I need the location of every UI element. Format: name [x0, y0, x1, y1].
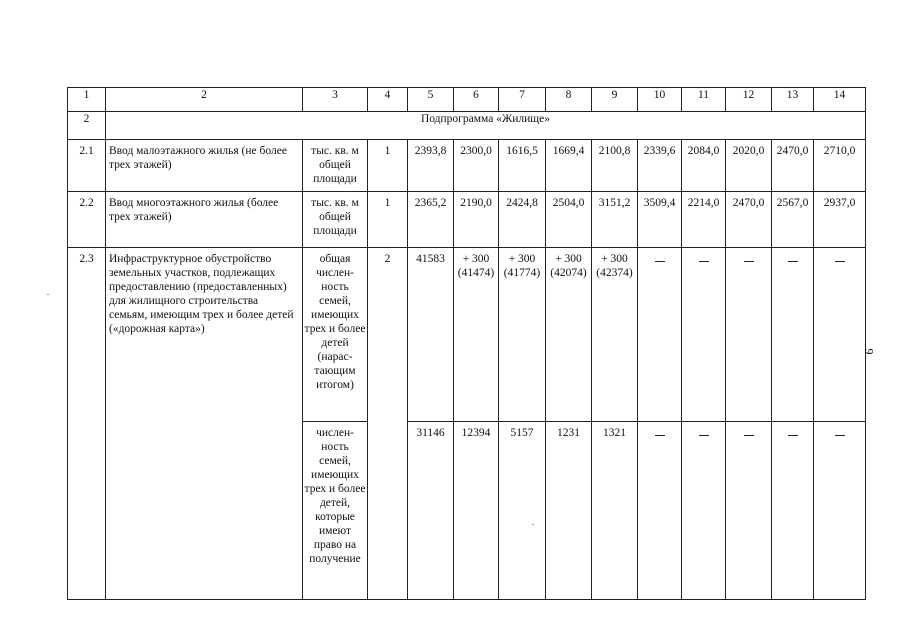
row-col4: 1 [368, 192, 408, 248]
value-cell: 2504,0 [546, 192, 592, 248]
header-cell: 13 [772, 88, 814, 112]
dash-cell [682, 248, 726, 422]
value-cell: 2190,0 [454, 192, 499, 248]
value-cell: 2470,0 [772, 140, 814, 192]
dash-mark [699, 261, 709, 262]
header-cell: 11 [682, 88, 726, 112]
value-cell: + 300 (42074) [546, 248, 592, 422]
value-cell: 2424,8 [499, 192, 546, 248]
dash-cell [638, 248, 682, 422]
value-cell: 2470,0 [726, 192, 772, 248]
value-cell: 2365,2 [408, 192, 454, 248]
value-cell: 1321 [592, 422, 638, 600]
value-cell: 2020,0 [726, 140, 772, 192]
header-cell: 12 [726, 88, 772, 112]
value-cell: 31146 [408, 422, 454, 600]
value-cell: 12394 [454, 422, 499, 600]
value-cell: 2710,0 [814, 140, 866, 192]
dash-cell [772, 248, 814, 422]
header-cell: 4 [368, 88, 408, 112]
table-row [68, 140, 866, 192]
table-row [68, 248, 866, 422]
row-name: Инфраструктурное обустройство земельных участков, подлежащих предоставлению (предоставленных) для жилищного строительства семьям, имеющим трех и более детей («дорожная карта») [106, 248, 303, 600]
dash-cell [726, 248, 772, 422]
dash-mark [699, 435, 709, 436]
value-cell: 3509,4 [638, 192, 682, 248]
table-row [68, 192, 866, 248]
row-col4: 1 [368, 140, 408, 192]
dash-mark [835, 435, 845, 436]
scan-speck [532, 524, 534, 525]
value-cell: + 300 (41774) [499, 248, 546, 422]
value-cell: 5157 [499, 422, 546, 600]
dash-mark [788, 435, 798, 436]
section-number: 2 [68, 112, 106, 140]
page-number: 9 [862, 348, 877, 355]
value-cell: 2393,8 [408, 140, 454, 192]
value-cell: 41583 [408, 248, 454, 422]
header-cell: 6 [454, 88, 499, 112]
dash-mark [655, 261, 665, 262]
dash-mark [788, 261, 798, 262]
dash-cell [772, 422, 814, 600]
dash-mark [835, 261, 845, 262]
dash-cell [682, 422, 726, 600]
value-cell: 2084,0 [682, 140, 726, 192]
value-cell: 2567,0 [772, 192, 814, 248]
value-cell: 2214,0 [682, 192, 726, 248]
row-col4: 2 [368, 248, 408, 600]
row-unit: числен-ность семей, имеющих трех и более детей, которые имеют право на получение [303, 422, 368, 600]
data-table [67, 87, 866, 600]
row-unit: общая числен-ность семей, имеющих трех и более детей (нарас-тающим итогом) [303, 248, 368, 422]
header-row [68, 88, 866, 112]
section-title: Подпрограмма «Жилище» [106, 112, 866, 140]
value-cell: 2339,6 [638, 140, 682, 192]
row-number: 2.2 [68, 192, 106, 248]
value-cell: 2300,0 [454, 140, 499, 192]
header-cell: 9 [592, 88, 638, 112]
dash-cell [638, 422, 682, 600]
header-cell: 5 [408, 88, 454, 112]
value-cell: 2937,0 [814, 192, 866, 248]
dash-cell [814, 422, 866, 600]
value-cell: 2100,8 [592, 140, 638, 192]
value-cell: 1669,4 [546, 140, 592, 192]
header-cell: 8 [546, 88, 592, 112]
header-cell: 7 [499, 88, 546, 112]
row-unit: тыс. кв. м общей площади [303, 192, 368, 248]
dash-mark [655, 435, 665, 436]
scan-speck [47, 294, 49, 295]
dash-cell [814, 248, 866, 422]
header-cell: 2 [106, 88, 303, 112]
row-name: Ввод малоэтажного жилья (не более трех этажей) [106, 140, 303, 192]
row-unit: тыс. кв. м общей площади [303, 140, 368, 192]
header-cell: 14 [814, 88, 866, 112]
value-cell: + 300 (41474) [454, 248, 499, 422]
header-cell: 10 [638, 88, 682, 112]
dash-cell [726, 422, 772, 600]
value-cell: 3151,2 [592, 192, 638, 248]
dash-mark [744, 435, 754, 436]
value-cell: 1616,5 [499, 140, 546, 192]
value-cell: + 300 (42374) [592, 248, 638, 422]
row-number: 2.1 [68, 140, 106, 192]
dash-mark [744, 261, 754, 262]
row-name: Ввод многоэтажного жилья (более трех этажей) [106, 192, 303, 248]
section-row [68, 112, 866, 140]
value-cell: 1231 [546, 422, 592, 600]
header-cell: 3 [303, 88, 368, 112]
row-number: 2.3 [68, 248, 106, 600]
header-cell: 1 [68, 88, 106, 112]
